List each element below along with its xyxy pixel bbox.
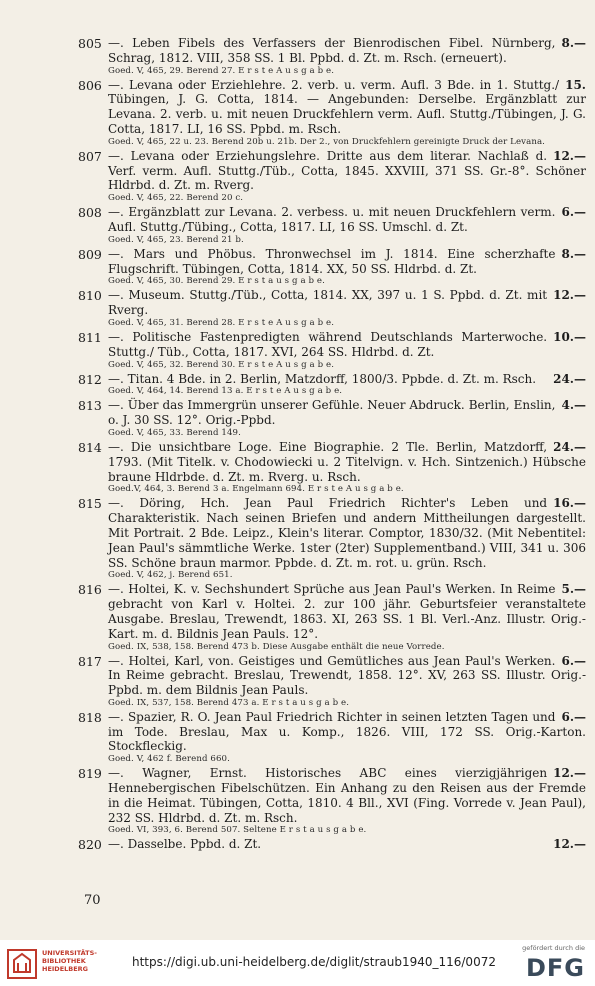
entry-reference: Goed. V, 464, 14. Berend 13 a. E r s t e A u s g a b e. <box>108 386 343 397</box>
entry-description <box>108 837 586 852</box>
catalog-entry <box>78 329 586 371</box>
entry-description <box>108 36 586 66</box>
entry-reference: Goed. V, 462 f. Berend 660. <box>108 754 230 765</box>
entry-reference: Goed.V, 464, 3. Berend 3 a. Engelmann 694. E r s t e A u s g a b e. <box>108 484 404 495</box>
page-number: 70 <box>84 893 101 908</box>
catalog-entry <box>78 398 586 439</box>
entry-price: 6.— <box>561 653 586 668</box>
entry-number: 809 <box>78 246 102 262</box>
entry-reference: Goed. V, 465, 22 u. 23. Berend 20b u. 21b. Der 2., von Druckfehlern gereinigte Druck der Levana. <box>108 136 546 147</box>
entry-text: —. Dasselbe. Ppbd. d. Zt. <box>108 837 262 852</box>
entry-text: —. Museum. Stuttg./Tüb., Cotta, 1814. XX, 397 u. 1 S. Ppbd. d. Zt. mit Rverg. <box>108 288 548 318</box>
entry-description <box>108 582 586 641</box>
entry-description <box>108 149 586 193</box>
library-name: UNIVERSITÄTS- BIBLIOTHEK HEIDELBERG <box>42 949 97 973</box>
entry-description <box>108 440 586 484</box>
catalog-entry <box>78 148 586 204</box>
entry-number: 815 <box>78 496 102 512</box>
entry-number: 820 <box>78 837 102 853</box>
entry-text: —. Holtei, K. v. Sechshundert Sprüche aus Jean Paul's Werken. In Reime gebracht von Karl v. Holtei. 2. zur 100 jähr. Geburtsfeier veranstaltete Ausgabe. Breslau, Trewendt, 1863. XI, 263 SS. 1 Bl. Verl.-Anz. Illustr. Orig.-Kart. m. d. Bildnis Jean Pauls. 12°. <box>108 582 586 641</box>
university-library-logo-icon <box>6 948 38 980</box>
catalog-entry <box>78 371 586 398</box>
entry-price: 10.— <box>553 329 586 344</box>
entry-text: —. Holtei, Karl, von. Geistiges und Gemütliches aus Jean Paul's Werken. In Reime gebracht. Breslau, Trewendt, 1858. 12°. XV, 263 SS. Illustr. Orig.-Ppbd. m. dem Bildnis Jean Pauls. <box>108 653 586 698</box>
entry-price: 8.— <box>561 246 586 261</box>
entry-text: —. Mars und Phöbus. Thronwechsel im J. 1814. Eine scherzhafte Flugschrift. Tübingen, Cotta, 1814. XX, 50 SS. Hldrbd. d. Zt. <box>108 246 556 276</box>
entry-price: 16.— <box>553 496 586 511</box>
catalog-entry <box>78 496 586 581</box>
entry-description <box>108 247 586 277</box>
entry-reference: Goed. V, 462, j. Berend 651. <box>108 570 233 581</box>
entry-text: —. Leben Fibels des Verfassers der Bienrodischen Fibel. Nürnberg, Schrag, 1812. VIII, 358 SS. 1 Bl. Ppbd. d. Zt. m. Rsch. (erneuert). <box>108 36 556 65</box>
catalog-entry <box>78 582 586 652</box>
entry-reference: Goed. V, 465, 31. Berend 28. E r s t e A u s g a b e. <box>108 317 335 328</box>
entry-number: 819 <box>78 766 102 782</box>
entry-text: —. Politische Fastenpredigten während Deutschlands Marterwoche. Stuttg./ Tüb., Cotta, 1817. XVI, 264 SS. Hldrbd. d. Zt. <box>108 329 548 359</box>
entry-text: —. Döring, Hch. Jean Paul Friedrich Richter's Leben und Charakteristik. Nach seinen Briefen und andern Mittheilungen dargestellt. Mit Portrait. 2 Bde. Leipz., Klein's literar. Comptor, 1830/32. (Mit Nebentitel: Jean Paul's sämmtliche Werke. 1ster (2ter) Supplementband.) VIII, 341 u. 306 SS. Schöne braun marmor. Ppbde. d. Zt. m. rot. u. grün. Rsch. <box>108 496 586 570</box>
catalog-entry <box>78 36 586 77</box>
entry-description <box>108 205 586 235</box>
entry-text: —. Titan. 4 Bde. in 2. Berlin, Matzdorff, 1800/3. Ppbde. d. Zt. m. Rsch. <box>108 371 537 386</box>
entry-reference: Goed. IX, 538, 158. Berend 473 b. Diese Ausgabe enthält die neue Vorrede. <box>108 641 445 652</box>
catalog-entry <box>78 439 586 495</box>
entry-reference: Goed. V, 465, 32. Berend 30. E r s t e A u s g a b e. <box>108 359 335 370</box>
entry-price: 12.— <box>553 766 586 781</box>
catalog-entry <box>78 709 586 765</box>
entry-price: 12.— <box>553 837 586 852</box>
entry-number: 818 <box>78 709 102 725</box>
entry-number: 816 <box>78 582 102 598</box>
entry-reference: Goed. V, 465, 30. Berend 29. E r s t a u s g a b e. <box>108 276 325 287</box>
entry-description <box>108 398 586 428</box>
entry-description <box>108 654 586 698</box>
entry-price: 12.— <box>553 288 586 303</box>
entry-number: 817 <box>78 653 102 669</box>
entry-description <box>108 496 586 570</box>
permalink-url[interactable]: https://digi.ub.uni-heidelberg.de/diglit/straub1940_116/0072 <box>132 955 496 969</box>
entry-number: 808 <box>78 205 102 221</box>
entry-price: 8.— <box>561 36 586 50</box>
entry-text: —. Levana oder Erziehungslehre. Dritte aus dem literar. Nachlaß d. Verf. verm. Aufl. Stuttg./Tüb., Cotta, 1845. XXVIII, 371 SS. Gr.-8°. Schöner Hldrbd. d. Zt. m. Rverg. <box>108 148 586 193</box>
entry-price: 15. <box>565 77 586 92</box>
entry-number: 812 <box>78 371 102 387</box>
entry-number: 814 <box>78 439 102 455</box>
entry-reference: Goed. IX, 537, 158. Berend 473 a. E r s t a u s g a b e. <box>108 697 350 708</box>
catalog-entry <box>78 653 586 709</box>
dfg-logo: DFG <box>525 954 585 982</box>
viewer-footer <box>0 940 595 986</box>
catalog-entry <box>78 837 586 853</box>
entry-description <box>108 766 586 825</box>
entry-list <box>78 36 586 853</box>
entry-description <box>108 330 586 360</box>
entry-text: —. Wagner, Ernst. Historisches ABC eines vierzigjährigen Hennebergischen Fibelschützen. Ein Anhang zu den Reisen aus der Fremde in die Heimat. Tübingen, Cotta, 1810. 4 Bll., XVI (Fing. Vorrede v. Jean Paul), 232 SS. Hldrbd. d. Zt. m. Rsch. <box>108 766 586 825</box>
entry-reference: Goed. V, 465, 22. Berend 20 c. <box>108 193 244 204</box>
entry-price: 4.— <box>561 398 586 413</box>
entry-reference: Goed. V, 465, 33. Berend 149. <box>108 427 241 438</box>
entry-description <box>108 78 586 137</box>
entry-number: 805 <box>78 36 102 51</box>
entry-number: 806 <box>78 77 102 93</box>
catalog-entry <box>78 205 586 246</box>
funding-note: gefördert durch die <box>522 944 585 952</box>
entry-number: 813 <box>78 398 102 414</box>
entry-text: —. Ergänzblatt zur Levana. 2. verbess. u. mit neuen Druckfehlern verm. Aufl. Stuttg./Tübing., Cotta, 1817. LI, 16 SS. Umschl. d. Zt. <box>108 205 556 234</box>
catalog-entry <box>78 766 586 836</box>
catalog-entry <box>78 77 586 148</box>
entry-text: —. Über das Immergrün unserer Gefühle. Neuer Abdruck. Berlin, Enslin, o. J. 30 SS. 12°. Orig.-Ppbd. <box>108 398 556 428</box>
entry-number: 807 <box>78 148 102 164</box>
entry-price: 12.— <box>553 148 586 163</box>
entry-description <box>108 710 586 754</box>
catalog-entry <box>78 246 586 288</box>
entry-number: 810 <box>78 288 102 304</box>
entry-price: 24.— <box>553 439 586 454</box>
entry-number: 811 <box>78 329 102 345</box>
entry-reference: Goed. V, 465, 29. Berend 27. E r s t e A u s g a b e. <box>108 65 335 76</box>
entry-text: —. Spazier, R. O. Jean Paul Friedrich Richter in seinen letzten Tagen und im Tode. Breslau, Max u. Komp., 1826. VIII, 172 SS. Orig.-Karton. Stockfleckig. <box>108 709 586 754</box>
entry-reference: Goed. V, 465, 23. Berend 21 b. <box>108 234 244 245</box>
catalog-entry <box>78 288 586 329</box>
entry-price: 6.— <box>561 709 586 724</box>
entry-description <box>108 288 586 318</box>
entry-reference: Goed. VI, 393, 6. Berend 507. Seltene E r s t a u s g a b e. <box>108 825 367 836</box>
entry-price: 24.— <box>553 371 586 386</box>
entry-text: —. Levana oder Erziehlehre. 2. verb. u. verm. Aufl. 3 Bde. in 1. Stuttg./ Tübingen, J. G. Cotta, 1814. — Angebunden: Derselbe. Ergänzblatt zur Levana. 2. verb. u. mit neuen Druckfehlern verm. Aufl. Stuttg./Tübingen, J. G. Cotta, 1817. LI, 16 SS. Ppbd. m. Rsch. <box>108 77 586 136</box>
entry-text: —. Die unsichtbare Loge. Eine Biographie. 2 Tle. Berlin, Matzdorff, 1793. (Mit Titelk. v. Chodowiecki u. 2 Titelvign. v. Hch. Sintzenich.) Hübsche braune Hldrbde. d. Zt. m. Rverg. u. Rsch. <box>108 439 586 484</box>
entry-description <box>108 372 586 387</box>
entry-price: 6.— <box>561 205 586 220</box>
entry-price: 5.— <box>561 582 586 597</box>
